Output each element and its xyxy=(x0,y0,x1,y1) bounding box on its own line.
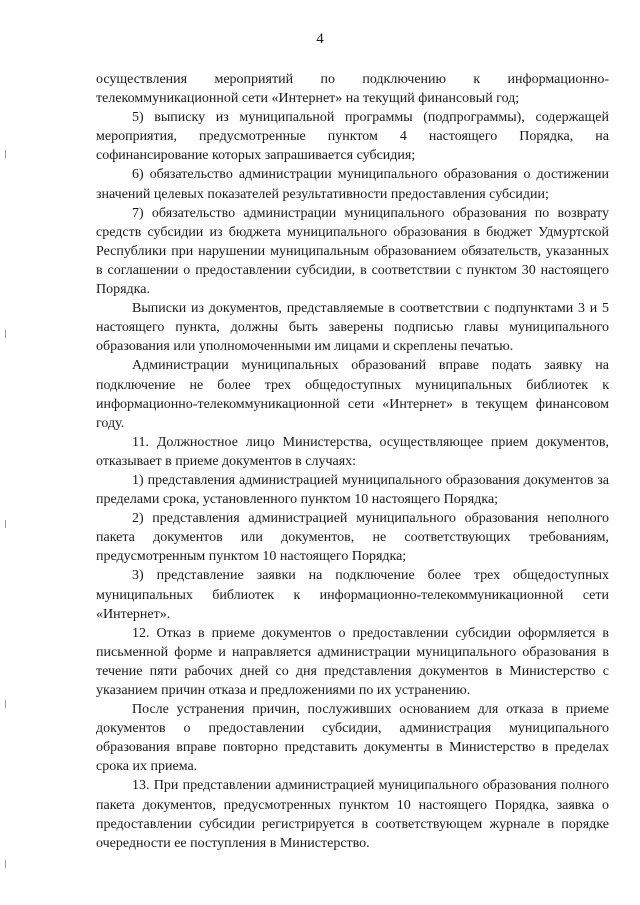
page-number: 4 xyxy=(316,31,324,47)
scan-edge-marks xyxy=(5,0,7,905)
document-body xyxy=(96,70,609,853)
paragraph: 5) выписку из муниципальной программы (подпрограммы), содержащей мероприятия, предусмотренные пунктом 4 настоящего Порядка, на софинансирование которых запрашивается субсидия; xyxy=(96,110,609,164)
paragraph: 12. Отказ в приеме документов о предоставлении субсидии оформляется в письменной форме и направляется администрации муниципального образования в течение пяти рабочих дней со дня представления документов в Министерство с указанием причин отказа и предложениями по их устранению. xyxy=(96,625,609,698)
paragraph: 6) обязательство администрации муниципального образования о достижении значений целевых показателей результативности предоставления субсидии; xyxy=(96,167,609,202)
paragraph: 2) представления администрацией муниципального образования неполного пакета документов или документов, не соответствующих требованиям, предусмотренным пунктом 10 настоящего Порядка; xyxy=(96,511,609,565)
paragraph: 11. Должностное лицо Министерства, осуществляющее прием документов, отказывает в приеме документов в случаях: xyxy=(96,434,609,469)
paragraph: 3) представление заявки на подключение более трех общедоступных муниципальных библиотек к информационно-телекоммуникационной сети «Интернет». xyxy=(96,568,609,622)
paragraph: 1) представления администрацией муниципального образования документов за пределами срока, установленного пунктом 10 настоящего Порядка; xyxy=(96,472,609,508)
paragraph: 13. При представлении администрацией муниципального образования полного пакета документов, предусмотренных пунктом 10 настоящего Порядка, заявка о предоставлении субсидии регистрируется в соответствующем журнале в порядке очередности ее поступления в Министерство. xyxy=(96,778,609,851)
paragraph: Администрации муниципальных образований вправе подать заявку на подключение не более трех общедоступных муниципальных библиотек к информационно-телекоммуникационной сети «Интернет» в текущем финансовом году. xyxy=(96,358,609,431)
paragraph: После устранения причин, послуживших основанием для отказа в приеме документов о предоставлении субсидии, администрация муниципального образования вправе повторно представить документы в Министерство в пределах срока их приема. xyxy=(96,702,609,775)
paragraph: осуществления мероприятий по подключению к информационно-телекоммуникационной сети «Интернет» на текущий финансовый год; xyxy=(96,72,609,107)
paragraph: Выписки из документов, представляемые в соответствии с подпунктами 3 и 5 настоящего пункта, должны быть заверены подписью главы муниципального образования или уполномоченными им лицами и скреплены печатью. xyxy=(96,301,609,355)
paragraph: 7) обязательство администрации муниципального образования по возврату средств субсидии из бюджета муниципального образования в бюджет Удмуртской Республики при нарушении муниципальным образованием обязательств, указанных в соглашении о предоставлении субсидии, в соответствии с пунктом 30 настоящего Порядка. xyxy=(96,205,609,298)
